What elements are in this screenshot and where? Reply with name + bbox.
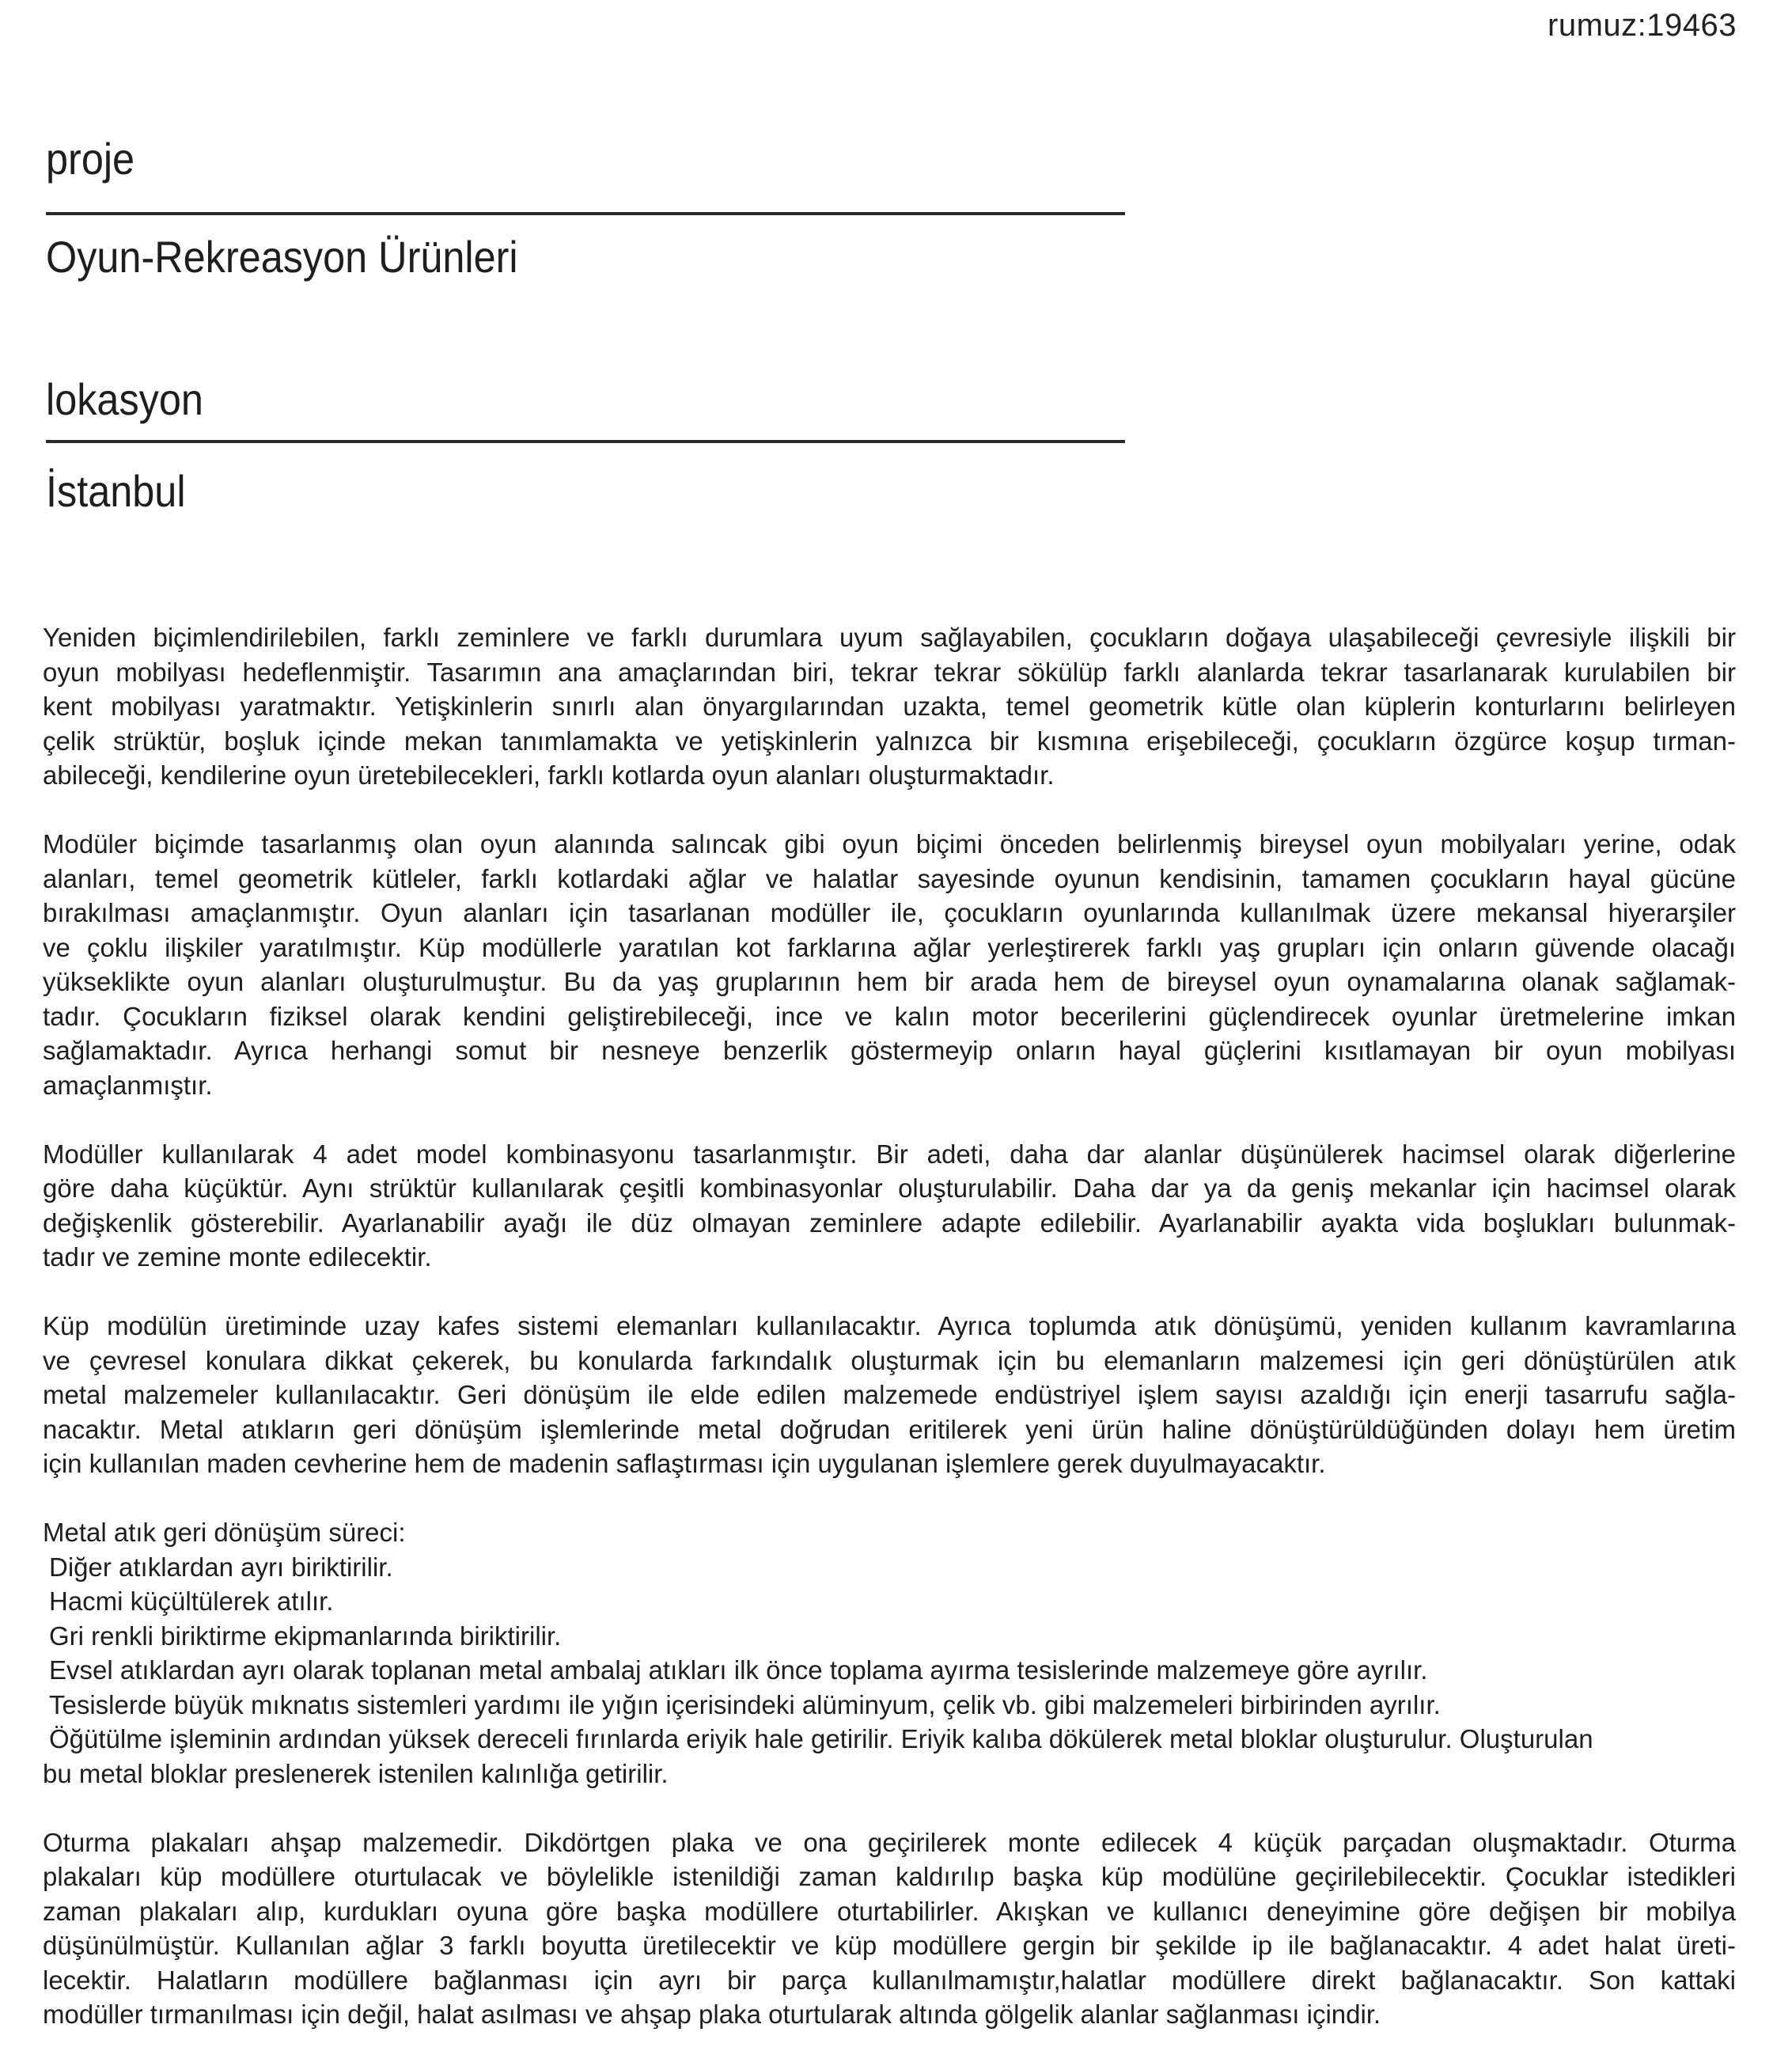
paragraph-intro	[43, 620, 1736, 793]
text-line: ve çoklu ilişkiler yaratılmıştır. Küp modüllerle yaratılan kot farklarına ağlar yerleştirerek farklı yaş grupları için onların güvende olacağı	[43, 932, 1736, 962]
text-line: Oturma plakaları ahşap malzemedir. Dikdörtgen plaka ve ona geçirilerek monte edilecek 4 küçük parçadan oluşmaktadır. Oturma	[43, 1827, 1736, 1857]
text-line: göre daha küçüktür. Aynı strüktür kullanılarak çeşitli kombinasyonlar oluşturulabilir. Daha dar ya da geniş mekanlar için hacimsel olarak	[43, 1173, 1736, 1203]
location-divider	[46, 440, 1125, 443]
text-line: modüller tırmanılması için değil, halat asılması ve ahşap plaka oturtularak altında gölgelik alanlar sağlanması içindir.	[43, 2000, 1381, 2029]
project-value: Oyun-Rekreasyon Ürünleri	[46, 232, 518, 282]
recycling-step: Öğütülme işleminin ardından yüksek dereceli fırınlarda eriyik hale getirilir. Eriyik kalıba dökülerek metal bloklar oluşturulur. Oluşturulan	[49, 1724, 1593, 1753]
text-line: Modüler biçimde tasarlanmış olan oyun alanında salıncak gibi oyun biçimi önceden belirlenmiş bireysel oyun mobilyaları yerine, odak	[43, 829, 1736, 859]
text-line: Modüller kullanılarak 4 adet model kombinasyonu tasarlanmıştır. Bir adeti, daha dar alanlar düşünülerek hacimsel olarak diğerlerine	[43, 1139, 1736, 1169]
text-line: ve çevresel konulara dikkat çekerek, bu konularda farkındalık oluşturmak için bu elemanların malzemesi için geri dönüştürülen atık	[43, 1345, 1736, 1375]
text-line: tadır ve zemine monte edilecektir.	[43, 1242, 432, 1272]
paragraph-combinations	[43, 1137, 1736, 1275]
recycling-step: Diğer atıklardan ayrı biriktirilir.	[49, 1552, 393, 1582]
text-line: oyun mobilyası hedeflenmiştir. Tasarımın ana amaçlarından biri, tekrar tekrar sökülüp farklı alanlarda tekrar tasarlanarak kurulabilen bir	[43, 657, 1736, 687]
text-line: tadır. Çocukların fiziksel olarak kendini geliştirebileceği, ince ve kalın motor becerilerini güçlendirecek oyunlar üretmelerine imkan	[43, 1001, 1736, 1031]
recycling-step: Evsel atıklardan ayrı olarak toplanan metal ambalaj atıkları ilk önce toplama ayırma tesislerinde malzemeye göre ayrılır.	[49, 1655, 1428, 1685]
text-line: nacaktır. Metal atıkların geri dönüşüm işlemlerinde metal doğrudan eritilerek yeni ürün haline dönüştürüldüğünden dolayı hem üretim	[43, 1414, 1736, 1444]
text-line: kent mobilyası yaratmaktır. Yetişkinlerin sınırlı alan önyargılarından uzakta, temel geometrik kütle olan küplerin konturlarını belirleyen	[43, 692, 1736, 721]
project-label: proje	[46, 134, 135, 184]
text-line: çelik strüktür, boşluk içinde mekan tanımlamakta ve yetişkinlerin yalnızca bir kısmına erişebileceği, çocukların özgürce koşup tırman-	[43, 726, 1736, 756]
text-line: metal malzemeler kullanılacaktır. Geri dönüşüm ile elde edilen malzemede endüstriyel işlem sayısı azaldığı için enerji tasarrufu sağla-	[43, 1380, 1736, 1409]
text-line: lecektir. Halatların modüllere bağlanması için ayrı bir parça kullanılmamıştır,halatlar modüllere direkt bağlanacaktır. Son kattaki	[43, 1965, 1736, 1995]
recycling-process	[43, 1515, 1736, 1791]
text-line: Yeniden biçimlendirilebilen, farklı zeminlere ve farklı durumlara uyum sağlayabilen, çocukların doğaya ulaşabileceği çevresiyle ilişkili bir	[43, 623, 1736, 652]
text-line: için kullanılan maden cevherine hem de madenin saflaştırması için uygulanan işlemlere gerek duyulmayacaktır.	[43, 1449, 1326, 1478]
recycling-step: Hacmi küçültülerek atılır.	[49, 1586, 334, 1616]
description-body	[43, 620, 1736, 2066]
text-line: yükseklikte oyun alanları oluşturulmuştur. Bu da yaş gruplarının hem bir arada hem de bireysel oyun oynamalarına olanak sağlamak-	[43, 967, 1736, 996]
text-line: sağlamaktadır. Ayrıca herhangi somut bir nesneye benzerlik göstermeyip onların hayal güçlerini kısıtlamayan bir oyun mobilyası	[43, 1036, 1736, 1065]
text-line: abileceği, kendilerine oyun üretebilecekleri, farklı kotlarda oyun alanları oluşturmaktadır.	[43, 760, 1055, 790]
recycling-final-line: bu metal bloklar preslenerek istenilen kalınlığa getirilir.	[43, 1758, 669, 1788]
text-line: amaçlanmıştır.	[43, 1070, 213, 1100]
text-line: Küp modülün üretiminde uzay kafes sistemi elemanları kullanılacaktır. Ayrıca toplumda atık dönüşümü, yeniden kullanım kavramlarına	[43, 1311, 1736, 1340]
text-line: bırakılması amaçlanmıştır. Oyun alanları için tasarlanan modüller ile, çocukların oyunlarında kullanılmak üzere mekansal hiyerarşiler	[43, 898, 1736, 927]
paragraph-modular-design	[43, 827, 1736, 1102]
location-label: lokasyon	[46, 374, 203, 424]
paragraph-seating-plates	[43, 1825, 1736, 2032]
project-divider	[46, 212, 1125, 215]
paragraph-materials	[43, 1309, 1736, 1481]
text-line: plakaları küp modüllere oturtulacak ve böylelikle istenildiği zaman kaldırılıp başka küp modülüne geçirilebilecektir. Çocuklar istedikleri	[43, 1862, 1736, 1891]
location-value: İstanbul	[46, 466, 186, 516]
text-line: düşünülmüştür. Kullanılan ağlar 3 farklı boyutta üretilecektir ve küp modüllere gergin bir şekilde ip ile bağlanacaktır. 4 adet halat üreti-	[43, 1931, 1736, 1960]
rumuz-code: rumuz:19463	[1548, 8, 1737, 43]
text-line: değişkenlik gösterebilir. Ayarlanabilir ayağı ile düz olmayan zeminlere adapte edilebilir. Ayarlanabilir ayakta vida boşlukları bulunmak-	[43, 1207, 1736, 1238]
text-line: alanları, temel geometrik kütleler, farklı kotlardaki ağlar ve halatlar sayesinde oyunun kendisinin, tamamen çocukların hayal gücüne	[43, 863, 1736, 893]
recycling-step: Gri renkli biriktirme ekipmanlarında biriktirilir.	[49, 1621, 562, 1651]
recycling-title: Metal atık geri dönüşüm süreci:	[43, 1518, 406, 1547]
recycling-step: Tesislerde büyük mıknatıs sistemleri yardımı ile yığın içerisindeki alüminyum, çelik vb. gibi malzemeleri birbirinden ayrılır.	[49, 1689, 1441, 1719]
text-line: zaman plakaları alıp, kurdukları oyuna göre başka modüllere oturtabilirler. Akışkan ve kullanıcı deneyimine göre değişen bir mobilya	[43, 1896, 1736, 1926]
